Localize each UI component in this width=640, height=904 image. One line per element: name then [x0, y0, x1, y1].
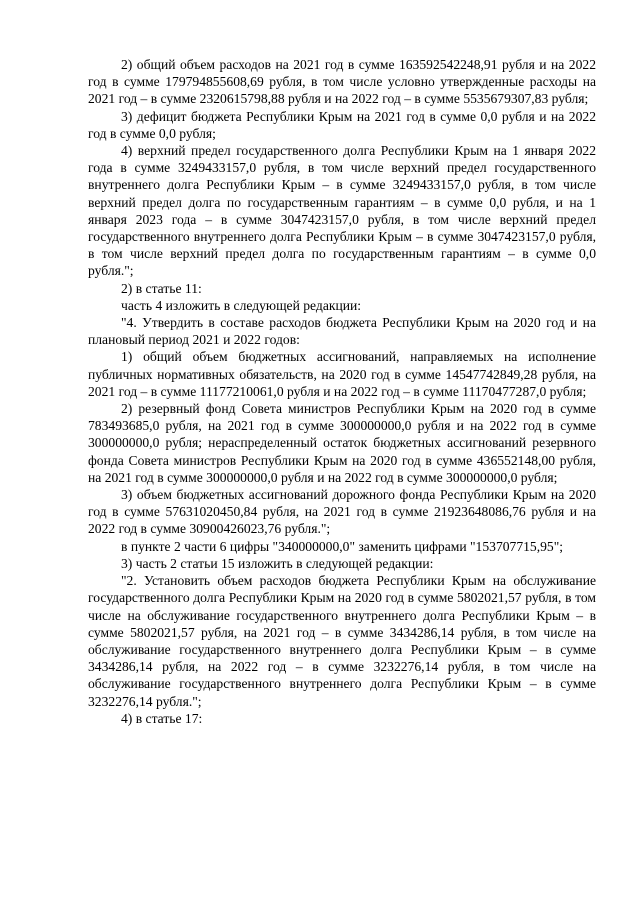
paragraph-debt-limit: 4) верхний предел государственного долга Республики Крым на 1 января 2022 года в сумме 3249433157,0 рубля, в том числе верхний предел государственного внутреннего долга Республики Крым – в сумме 3249433157,0 рубля, в том числе верхний предел долга по государственным гарантиям – в сумме 0,0 рубля, и на 1 января 2023 года – в сумме 3047423157,0 рубля, в том числе верхний предел государственного внутреннего долга Республики Крым – в сумме 3047423157,0 рубля, в том числе верхний предел долга по государственным гарантиям – в сумме 0,0 рубля.";: [88, 143, 596, 279]
paragraph-article-11: 2) в статье 11:: [121, 280, 202, 296]
paragraph-part-4-text: "4. Утвердить в составе расходов бюджета Республики Крым на 2020 год и на плановый период 2021 и 2022 годов:: [88, 315, 596, 348]
paragraph-part-6-change: в пункте 2 части 6 цифры "340000000,0" заменить цифрами "153707715,95";: [121, 538, 564, 554]
paragraph-public-obligations: 1) общий объем бюджетных ассигнований, направляемых на исполнение публичных нормативных обязательств, на 2020 год в сумме 14547742849,28 рубля, на 2021 год – в сумме 11177210061,0 рубля и на 2022 год – в сумме 11170477287,0 рубля;: [88, 349, 596, 399]
paragraph-debt-service: "2. Установить объем расходов бюджета Республики Крым на обслуживание государственного долга Республики Крым на 2020 год в сумме 5802021,57 рубля, в том числе на обслуживание государственного внутреннего долга Республики Крым – в сумме 5802021,57 рубля, на 2021 год – в сумме 3434286,14 рубля, в том числе на обслуживание государственного внутреннего долга Республики Крым – в сумме 3434286,14 рубля, на 2022 год – в сумме 3232276,14 рубля, в том числе на обслуживание государственного внутреннего долга Республики Крым – в сумме 3232276,14 рубля.";: [88, 573, 596, 709]
paragraph-expenses-total: 2) общий объем расходов на 2021 год в сумме 163592542248,91 рубля и на 2022 год в сумме 179794855608,69 рубля, в том числе условно утвержденные расходы на 2021 год – в сумме 2320615798,88 рубля и на 2022 год – в сумме 5535679307,83 рубля;: [88, 57, 596, 107]
paragraph-reserve-fund: 2) резервный фонд Совета министров Республики Крым на 2020 год в сумме 783493685,0 рубля, на 2021 год в сумме 300000000,0 рубля и на 2022 год в сумме 300000000,0 рубля; нераспределенный остаток бюджетных ассигнований резервного фонда Совета министров Республики Крым на 2020 год в сумме 436552148,00 рубля, на 2021 год в сумме 300000000,0 рубля и на 2022 год в сумме 300000000,0 рубля;: [88, 401, 596, 485]
paragraph-article-17: 4) в статье 17:: [121, 710, 203, 726]
paragraph-article-15: 3) часть 2 статьи 15 изложить в следующей редакции:: [121, 555, 434, 571]
paragraph-road-fund: 3) объем бюджетных ассигнований дорожного фонда Республики Крым на 2020 год в сумме 57631020450,84 рубля, на 2021 год в сумме 21923648086,76 рубля и на 2022 год в сумме 30900426023,76 рубля.";: [88, 487, 596, 537]
paragraph-part-4-intro: часть 4 изложить в следующей редакции:: [121, 297, 362, 313]
paragraph-deficit: 3) дефицит бюджета Республики Крым на 2021 год в сумме 0,0 рубля и на 2022 год в сумме 0,0 рубля;: [88, 108, 596, 141]
document-page: [88, 56, 596, 727]
